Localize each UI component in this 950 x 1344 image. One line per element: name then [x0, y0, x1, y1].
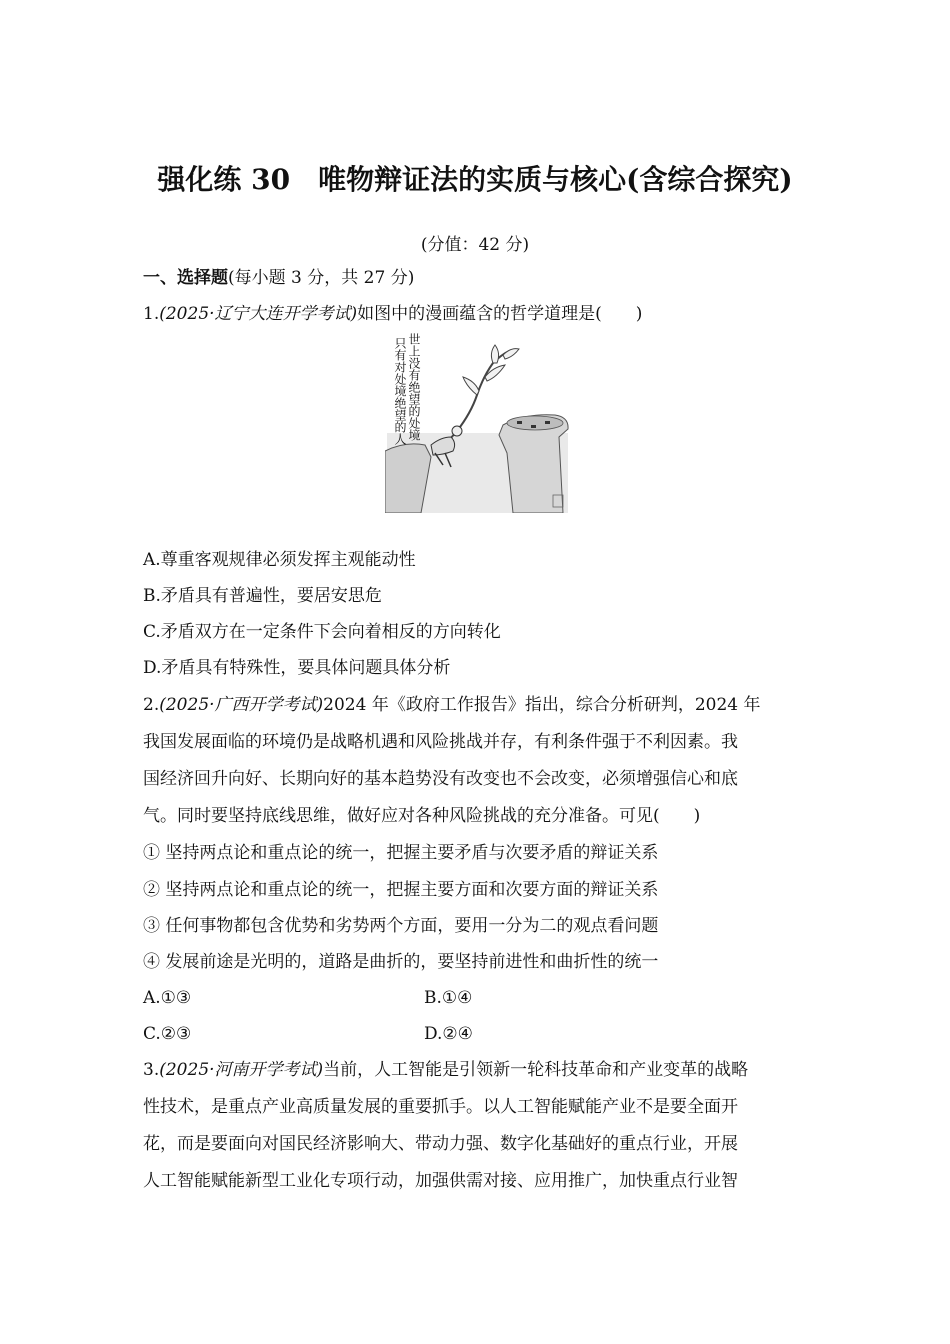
option-c: C.矛盾双方在一定条件下会向着相反的方向转化 — [143, 622, 501, 642]
option-a: A.①③ — [143, 988, 192, 1008]
question-number: 2. — [143, 695, 160, 715]
question-number: 1. — [143, 304, 160, 324]
question-source: (2025·河南开学考试) — [159, 1060, 324, 1080]
option-b: B.矛盾具有普遍性，要居安思危 — [143, 586, 382, 606]
cartoon-caption-left: 只有对处境绝望的人 — [393, 337, 407, 445]
page-title: 强化练 30 唯物辩证法的实质与核心(含综合探究) — [157, 163, 793, 196]
statement-1: ① 坚持两点论和重点论的统一，把握主要矛盾与次要矛盾的辩证关系 — [143, 843, 659, 863]
option-d: D.矛盾具有特殊性，要具体问题具体分析 — [143, 658, 451, 678]
question-text: 如图中的漫画蕴含的哲学道理是( ) — [357, 304, 643, 324]
score-note: (分值：42 分) — [420, 235, 530, 255]
option-c: C.②③ — [143, 1024, 192, 1044]
question-text-line: 人工智能赋能新型工业化专项行动，加强供需对接、应用推广，加快重点行业智 — [143, 1171, 738, 1191]
question-number: 3. — [143, 1060, 160, 1080]
statement-3: ③ 任何事物都包含优势和劣势两个方面，要用一分为二的观点看问题 — [143, 916, 659, 936]
option-d: D.②④ — [424, 1024, 473, 1044]
question-text-line: 性技术，是重点产业高质量发展的重要抓手。以人工智能赋能产业不是要全面开 — [143, 1097, 738, 1117]
question-text-line: 我国发展面临的环境仍是战略机遇和风险挑战并存，有利条件强于不利因素。我 — [143, 732, 738, 752]
question-text: 当前，人工智能是引领新一轮科技革命和产业变革的战略 — [323, 1060, 749, 1080]
question-text-line: 气。同时要坚持底线思维，做好应对各种风险挑战的充分准备。可见( ) — [143, 806, 701, 826]
section-heading — [143, 266, 414, 290]
statement-4: ④ 发展前途是光明的，道路是曲折的，要坚持前进性和曲折性的统一 — [143, 952, 659, 972]
cartoon-image — [385, 333, 570, 513]
question-text-line: 花，而是要面向对国民经济影响大、带动力强、数字化基础好的重点行业，开展 — [143, 1134, 738, 1154]
option-b: B.①④ — [424, 988, 473, 1008]
question-3-stem — [143, 1058, 748, 1082]
question-source: (2025·辽宁大连开学考试) — [159, 304, 358, 324]
statement-2: ② 坚持两点论和重点论的统一，把握主要方面和次要方面的辩证关系 — [143, 880, 659, 900]
question-2-stem — [143, 693, 761, 717]
section-note: (每小题 3 分，共 27 分) — [228, 268, 415, 288]
option-a: A.尊重客观规律必须发挥主观能动性 — [143, 550, 416, 570]
section-title: 一、选择题 — [143, 268, 228, 288]
question-source: (2025·广西开学考试) — [159, 695, 324, 715]
question-text-line: 国经济回升向好、长期向好的基本趋势没有改变也不会改变，必须增强信心和底 — [143, 769, 738, 789]
question-text: 2024 年《政府工作报告》指出，综合分析研判，2024 年 — [323, 695, 761, 715]
question-1-stem — [143, 302, 642, 326]
cartoon-caption-right: 世上没有绝望的处境 — [407, 333, 421, 441]
